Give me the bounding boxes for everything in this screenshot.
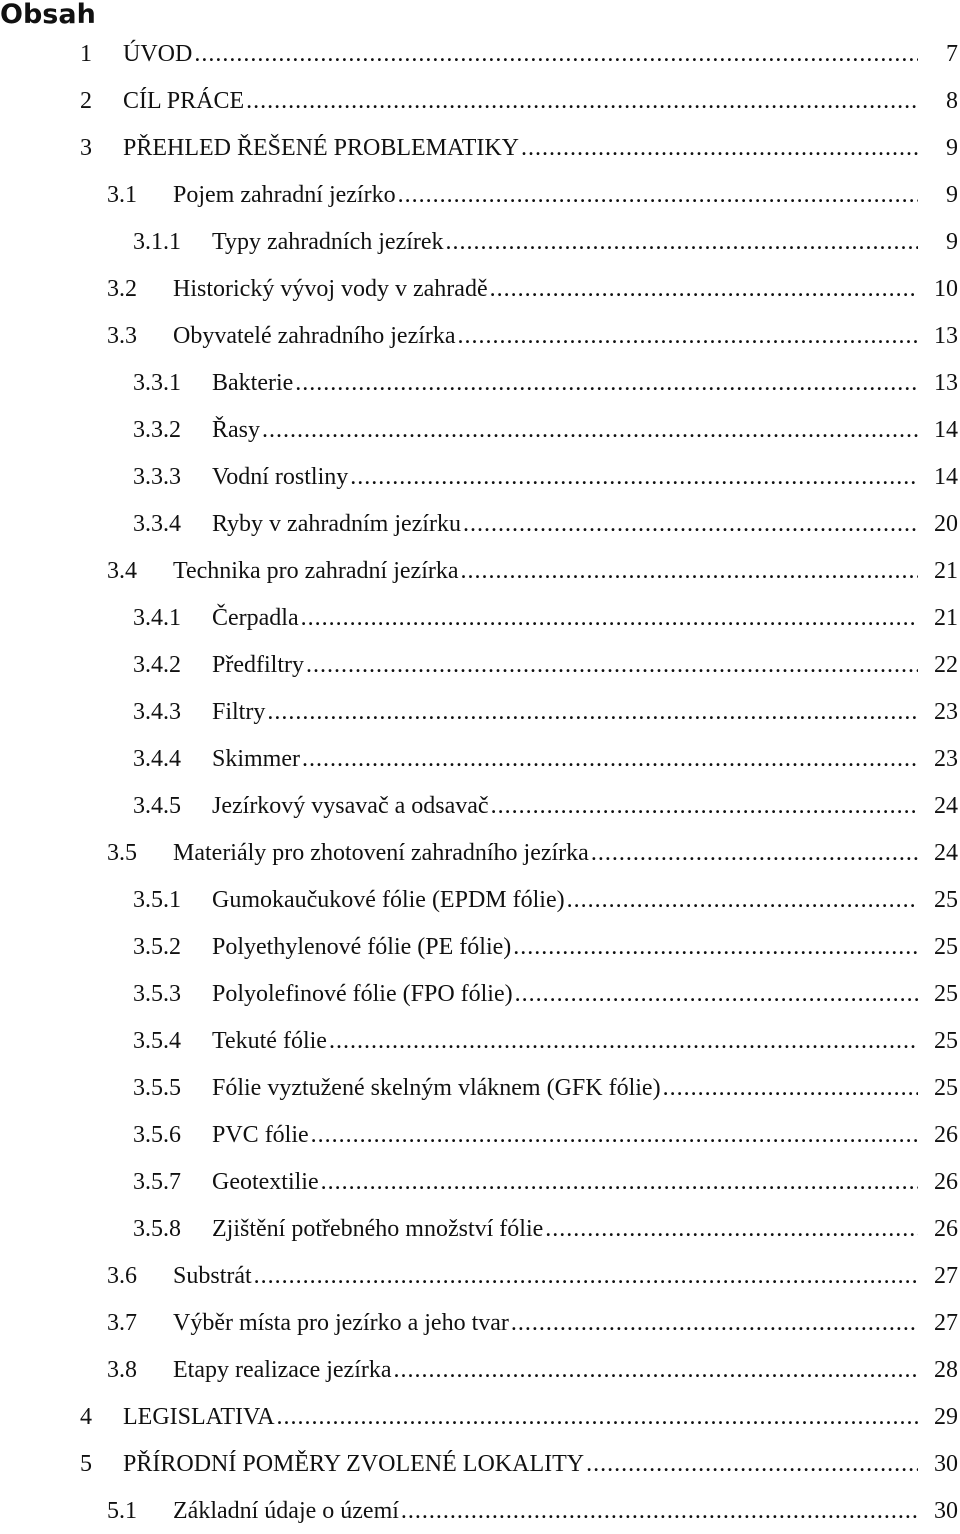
dot-leader bbox=[302, 744, 918, 774]
toc-entry-title: Geotextilie bbox=[212, 1168, 319, 1195]
toc-entry-title: Technika pro zahradní jezírka bbox=[173, 557, 459, 584]
toc-entry-number: 3.5.1 bbox=[133, 886, 181, 913]
toc-entry-3-1[interactable] bbox=[0, 171, 960, 218]
dot-leader bbox=[490, 274, 918, 304]
toc-entry-page: 26 bbox=[918, 1120, 958, 1150]
dot-leader bbox=[513, 932, 918, 962]
toc-entry-title: Bakterie bbox=[212, 369, 294, 396]
toc-entry-page: 30 bbox=[918, 1496, 958, 1526]
dot-leader bbox=[301, 603, 918, 633]
table-of-contents bbox=[0, 30, 960, 1534]
toc-entry-3-7[interactable] bbox=[0, 1299, 960, 1346]
toc-entry-3-2[interactable] bbox=[0, 265, 960, 312]
toc-entry-title: Typy zahradních jezírek bbox=[212, 228, 444, 255]
toc-entry-page: 27 bbox=[918, 1261, 958, 1291]
toc-entry-number: 3.5.7 bbox=[133, 1168, 181, 1195]
dot-leader bbox=[398, 180, 918, 210]
toc-entry-number: 3.5.2 bbox=[133, 933, 181, 960]
toc-entry-number: 3.3.1 bbox=[133, 369, 181, 396]
toc-entry-5[interactable] bbox=[0, 1440, 960, 1487]
toc-entry-number: 3.2 bbox=[107, 275, 137, 302]
toc-entry-title: PŘÍRODNÍ POMĚRY ZVOLENÉ LOKALITY bbox=[123, 1450, 585, 1477]
toc-entry-title: Základní údaje o území bbox=[173, 1497, 399, 1524]
toc-entry-page: 25 bbox=[918, 885, 958, 915]
toc-entry-title: Čerpadla bbox=[212, 604, 299, 631]
toc-entry-page: 9 bbox=[918, 180, 958, 210]
toc-entry-title: Skimmer bbox=[212, 745, 300, 772]
toc-entry-title: CÍL PRÁCE bbox=[123, 87, 245, 114]
toc-entry-title: Jezírkový vysavač a odsavač bbox=[212, 792, 489, 819]
dot-leader bbox=[491, 791, 918, 821]
dot-leader bbox=[329, 1026, 918, 1056]
toc-entry-title: Polyolefinové fólie (FPO fólie) bbox=[212, 980, 513, 1007]
toc-entry-title: PŘEHLED ŘEŠENÉ PROBLEMATIKY bbox=[123, 134, 520, 161]
toc-entry-number: 5 bbox=[80, 1450, 92, 1477]
toc-entry-page: 26 bbox=[918, 1167, 958, 1197]
toc-entry-3-3[interactable] bbox=[0, 312, 960, 359]
toc-entry-number: 3.4.4 bbox=[133, 745, 181, 772]
dot-leader bbox=[254, 1261, 918, 1291]
toc-entry-page: 20 bbox=[918, 509, 958, 539]
dot-leader bbox=[194, 39, 918, 69]
dot-leader bbox=[311, 1120, 918, 1150]
toc-entry-title: Předfiltry bbox=[212, 651, 304, 678]
toc-entry-page: 9 bbox=[918, 227, 958, 257]
toc-entry-page: 25 bbox=[918, 979, 958, 1009]
toc-entry-number: 3.1 bbox=[107, 181, 137, 208]
toc-entry-number: 3.5.5 bbox=[133, 1074, 181, 1101]
toc-entry-3-5-4[interactable] bbox=[0, 1017, 960, 1064]
toc-entry-title: Řasy bbox=[212, 416, 260, 443]
toc-entry-page: 26 bbox=[918, 1214, 958, 1244]
toc-entry-title: ÚVOD bbox=[123, 40, 193, 67]
dot-leader bbox=[321, 1167, 918, 1197]
toc-entry-title: Filtry bbox=[212, 698, 266, 725]
toc-entry-3-3-3[interactable] bbox=[0, 453, 960, 500]
toc-entry-page: 9 bbox=[918, 133, 958, 163]
toc-entry-page: 14 bbox=[918, 462, 958, 492]
toc-entry-title: Gumokaučukové fólie (EPDM fólie) bbox=[212, 886, 565, 913]
toc-entry-2[interactable] bbox=[0, 77, 960, 124]
toc-entry-number: 3.4.3 bbox=[133, 698, 181, 725]
toc-entry-3-5[interactable] bbox=[0, 829, 960, 876]
toc-entry-number: 3.1.1 bbox=[133, 228, 181, 255]
toc-entry-page: 10 bbox=[918, 274, 958, 304]
dot-leader bbox=[446, 227, 918, 257]
toc-entry-title: Etapy realizace jezírka bbox=[173, 1356, 392, 1383]
toc-entry-number: 3.4 bbox=[107, 557, 137, 584]
dot-leader bbox=[515, 979, 918, 1009]
page-title: Obsah bbox=[0, 0, 96, 30]
toc-entry-3-5-3[interactable] bbox=[0, 970, 960, 1017]
dot-leader bbox=[586, 1449, 918, 1479]
dot-leader bbox=[306, 650, 918, 680]
toc-entry-title: Materiály pro zhotovení zahradního jezírka bbox=[173, 839, 589, 866]
dot-leader bbox=[262, 415, 918, 445]
toc-entry-page: 24 bbox=[918, 791, 958, 821]
toc-entry-number: 3.8 bbox=[107, 1356, 137, 1383]
toc-entry-page: 22 bbox=[918, 650, 958, 680]
dot-leader bbox=[511, 1308, 918, 1338]
toc-entry-3-5-6[interactable] bbox=[0, 1111, 960, 1158]
toc-entry-3-3-2[interactable] bbox=[0, 406, 960, 453]
toc-entry-3-3-4[interactable] bbox=[0, 500, 960, 547]
toc-entry-3-4-1[interactable] bbox=[0, 594, 960, 641]
dot-leader bbox=[567, 885, 918, 915]
dot-leader bbox=[277, 1402, 918, 1432]
toc-entry-page: 27 bbox=[918, 1308, 958, 1338]
dot-leader bbox=[591, 838, 918, 868]
toc-entry-number: 3.5 bbox=[107, 839, 137, 866]
toc-entry-page: 25 bbox=[918, 932, 958, 962]
dot-leader bbox=[545, 1214, 918, 1244]
toc-entry-3-4-2[interactable] bbox=[0, 641, 960, 688]
toc-entry-3-5-7[interactable] bbox=[0, 1158, 960, 1205]
toc-entry-3-5-1[interactable] bbox=[0, 876, 960, 923]
toc-entry-3-4-4[interactable] bbox=[0, 735, 960, 782]
toc-entry-page: 25 bbox=[918, 1073, 958, 1103]
dot-leader bbox=[663, 1073, 918, 1103]
toc-entry-3-5-8[interactable] bbox=[0, 1205, 960, 1252]
toc-entry-number: 3.6 bbox=[107, 1262, 137, 1289]
dot-leader bbox=[458, 321, 918, 351]
toc-entry-page: 8 bbox=[918, 86, 958, 116]
toc-entry-number: 3.3.3 bbox=[133, 463, 181, 490]
toc-entry-page: 23 bbox=[918, 697, 958, 727]
toc-entry-3-8[interactable] bbox=[0, 1346, 960, 1393]
toc-entry-4[interactable] bbox=[0, 1393, 960, 1440]
toc-entry-title: Pojem zahradní jezírko bbox=[173, 181, 396, 208]
toc-entry-page: 29 bbox=[918, 1402, 958, 1432]
toc-entry-1[interactable] bbox=[0, 30, 960, 77]
toc-entry-number: 3.5.4 bbox=[133, 1027, 181, 1054]
toc-entry-number: 4 bbox=[80, 1403, 92, 1430]
toc-entry-page: 7 bbox=[918, 39, 958, 69]
toc-entry-page: 25 bbox=[918, 1026, 958, 1056]
dot-leader bbox=[463, 509, 918, 539]
toc-entry-title: Historický vývoj vody v zahradě bbox=[173, 275, 488, 302]
toc-entry-title: Výběr místa pro jezírko a jeho tvar bbox=[173, 1309, 509, 1336]
toc-entry-number: 3.5.6 bbox=[133, 1121, 181, 1148]
toc-entry-number: 3.3.4 bbox=[133, 510, 181, 537]
toc-entry-number: 3.4.5 bbox=[133, 792, 181, 819]
dot-leader bbox=[246, 86, 918, 116]
toc-entry-page: 21 bbox=[918, 556, 958, 586]
toc-entry-title: Tekuté fólie bbox=[212, 1027, 327, 1054]
toc-entry-number: 2 bbox=[80, 87, 92, 114]
toc-entry-3-4-5[interactable] bbox=[0, 782, 960, 829]
toc-entry-title: Ryby v zahradním jezírku bbox=[212, 510, 461, 537]
toc-entry-title: Substrát bbox=[173, 1262, 252, 1289]
toc-entry-page: 24 bbox=[918, 838, 958, 868]
dot-leader bbox=[401, 1496, 918, 1526]
toc-entry-title: Obyvatelé zahradního jezírka bbox=[173, 322, 456, 349]
dot-leader bbox=[461, 556, 918, 586]
toc-entry-number: 5.1 bbox=[107, 1497, 137, 1524]
toc-entry-title: Fólie vyztužené skelným vláknem (GFK fólie) bbox=[212, 1074, 661, 1101]
toc-entry-number: 3.4.1 bbox=[133, 604, 181, 631]
toc-entry-page: 14 bbox=[918, 415, 958, 445]
toc-entry-number: 3.5.8 bbox=[133, 1215, 181, 1242]
toc-entry-title: Vodní rostliny bbox=[212, 463, 349, 490]
toc-entry-3-5-5[interactable] bbox=[0, 1064, 960, 1111]
toc-entry-page: 13 bbox=[918, 321, 958, 351]
toc-entry-3-5-2[interactable] bbox=[0, 923, 960, 970]
toc-entry-page: 23 bbox=[918, 744, 958, 774]
toc-entry-number: 3.5.3 bbox=[133, 980, 181, 1007]
dot-leader bbox=[521, 133, 918, 163]
toc-entry-3-1-1[interactable] bbox=[0, 218, 960, 265]
toc-entry-number: 3.7 bbox=[107, 1309, 137, 1336]
toc-entry-page: 13 bbox=[918, 368, 958, 398]
toc-entry-number: 3 bbox=[80, 134, 92, 161]
toc-entry-title: Polyethylenové fólie (PE fólie) bbox=[212, 933, 512, 960]
toc-entry-3-6[interactable] bbox=[0, 1252, 960, 1299]
toc-entry-number: 3.3.2 bbox=[133, 416, 181, 443]
dot-leader bbox=[394, 1355, 918, 1385]
toc-entry-3-3-1[interactable] bbox=[0, 359, 960, 406]
toc-entry-page: 30 bbox=[918, 1449, 958, 1479]
dot-leader bbox=[295, 368, 918, 398]
dot-leader bbox=[267, 697, 918, 727]
toc-entry-5-1[interactable] bbox=[0, 1487, 960, 1534]
toc-entry-page: 28 bbox=[918, 1355, 958, 1385]
toc-entry-3-4-3[interactable] bbox=[0, 688, 960, 735]
toc-entry-3[interactable] bbox=[0, 124, 960, 171]
toc-entry-3-4[interactable] bbox=[0, 547, 960, 594]
dot-leader bbox=[350, 462, 918, 492]
toc-entry-title: Zjištění potřebného množství fólie bbox=[212, 1215, 544, 1242]
toc-entry-number: 3.3 bbox=[107, 322, 137, 349]
toc-entry-number: 3.4.2 bbox=[133, 651, 181, 678]
toc-entry-title: PVC fólie bbox=[212, 1121, 309, 1148]
toc-entry-title: LEGISLATIVA bbox=[123, 1403, 275, 1430]
toc-entry-number: 1 bbox=[80, 40, 92, 67]
toc-entry-page: 21 bbox=[918, 603, 958, 633]
